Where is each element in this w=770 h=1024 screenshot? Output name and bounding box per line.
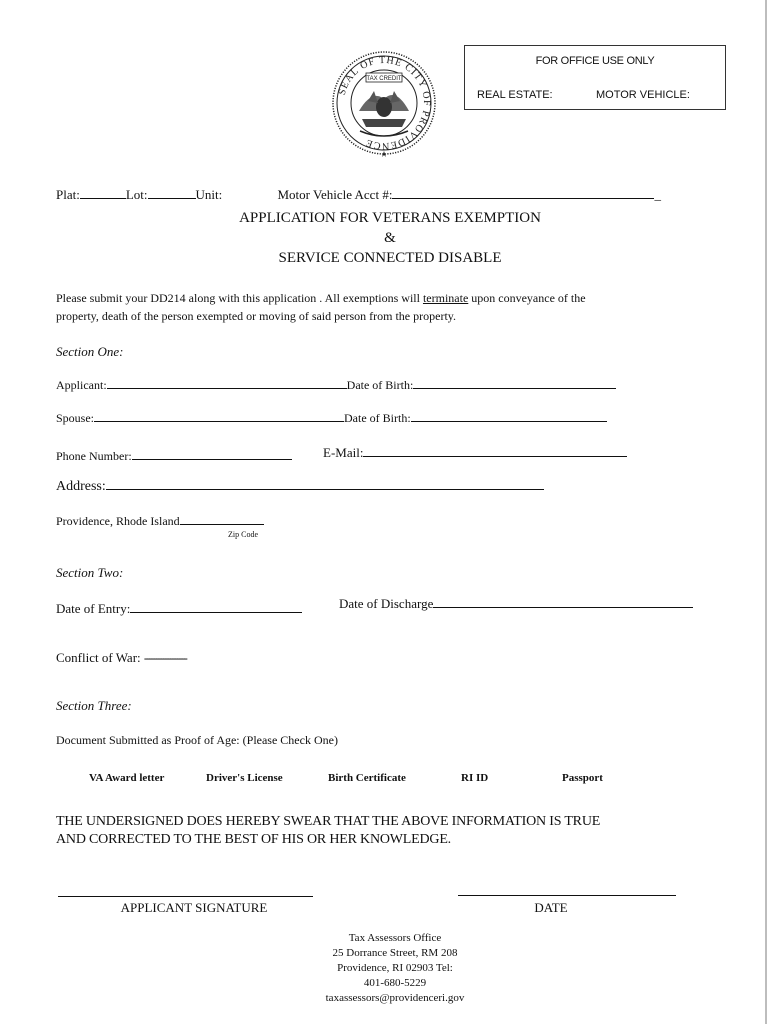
oath-line1: THE UNDERSIGNED DOES HEREBY SWEAR THAT THE ABOVE INFORMATION IS TRUE [56,814,601,829]
unit-label: Unit: [195,187,223,202]
email-row [323,444,627,461]
real-estate-label: REAL ESTATE: [477,89,553,101]
section-one-heading: Section One: [56,344,124,359]
footer-line2: 25 Dorrance Street, RM 208 [332,947,458,959]
seal-banner-text: TAX CREDIT [366,76,402,82]
plat-label: Plat: [56,187,80,202]
address-row [56,477,544,495]
applicant-signature-label: APPLICANT SIGNATURE [120,900,268,915]
phone-row [56,447,292,464]
city-label: Providence, Rhode Island [56,514,180,528]
intro-line2: property, death of the person exempted or moving of said person from the property. [56,309,456,323]
intro-text-1: Please submit your DD214 along with this application . All exemptions will [56,291,423,305]
conflict-row [56,650,186,666]
doc-prompt: Document Submitted as Proof of Age: (Please Check One) [56,733,338,747]
date-signature-line[interactable] [458,895,676,896]
footer-line4: 401-680-5229 [363,977,427,989]
section-three-heading: Section Three: [56,698,132,713]
conflict-field[interactable]: ------------------ [143,650,186,665]
office-use-title: FOR OFFICE USE ONLY [535,55,655,67]
city-seal-icon [332,45,436,163]
spouse-field[interactable] [94,409,344,422]
footer-line1: Tax Assessors Office [348,932,442,944]
form-title-line2: & [384,230,396,246]
conflict-label: Conflict of War: [56,650,141,665]
mv-acct-trail: _ [654,187,661,202]
applicant-label: Applicant: [56,378,107,392]
discharge-row [339,595,693,612]
email-field[interactable] [363,444,627,457]
section-two-heading: Section Two: [56,565,124,580]
address-field[interactable] [106,477,544,490]
intro-underlined: terminate [422,291,469,305]
plat-field[interactable] [80,186,126,199]
seal-ring-text: SEAL OF THE CITY OF PROVIDENCE [336,54,433,152]
footer-line3: Providence, RI 02903 Tel: [337,962,453,974]
plat-line [56,186,716,203]
intro-text-2: upon conveyance of the [468,291,586,305]
mv-acct-field[interactable] [392,186,654,199]
form-title-line1: APPLICATION FOR VETERANS EXEMPTION [239,210,541,226]
date-signature-label: DATE [534,900,568,915]
phone-label: Phone Number: [56,449,132,463]
discharge-label: Date of Discharge [339,596,434,611]
option-va-award-letter[interactable]: VA Award letter [89,772,165,784]
zip-field[interactable] [180,512,264,525]
applicant-row [56,376,616,393]
address-label: Address: [56,479,106,494]
phone-field[interactable] [132,447,292,460]
spouse-row [56,409,607,426]
lot-field[interactable] [148,186,196,199]
motor-vehicle-label: MOTOR VEHICLE: [596,89,690,101]
option-drivers-license[interactable]: Driver's License [206,772,283,784]
option-passport[interactable]: Passport [562,772,603,784]
discharge-field[interactable] [433,595,693,608]
zip-caption: Zip Code [228,530,258,539]
footer-address [245,931,545,1006]
spouse-label: Spouse: [56,411,95,425]
footer-email-link[interactable]: taxassessors@providenceri.gov [325,992,465,1004]
office-use-box [464,45,726,110]
applicant-dob-field[interactable] [413,376,616,389]
entry-field[interactable] [130,600,302,613]
oath-line2: AND CORRECTED TO THE BEST OF HIS OR HER KNOWLEDGE. [56,832,451,847]
applicant-signature-line[interactable] [58,896,313,897]
spouse-dob-field[interactable] [411,409,607,422]
option-birth-certificate[interactable]: Birth Certificate [328,772,406,784]
entry-label: Date of Entry: [56,601,131,616]
intro-line1 [56,291,736,306]
lot-label: Lot: [125,187,148,202]
email-label: E-Mail: [323,445,364,460]
option-ri-id[interactable]: RI ID [461,772,489,784]
page-edge [765,0,767,1024]
mv-acct-label: Motor Vehicle Acct #: [277,187,393,202]
form-title-line3: SERVICE CONNECTED DISABLE [278,250,502,266]
entry-row [56,600,302,617]
applicant-field[interactable] [107,376,347,389]
spouse-dob-label: Date of Birth: [344,411,411,425]
city-row [56,512,264,529]
applicant-dob-label: Date of Birth: [346,378,414,392]
